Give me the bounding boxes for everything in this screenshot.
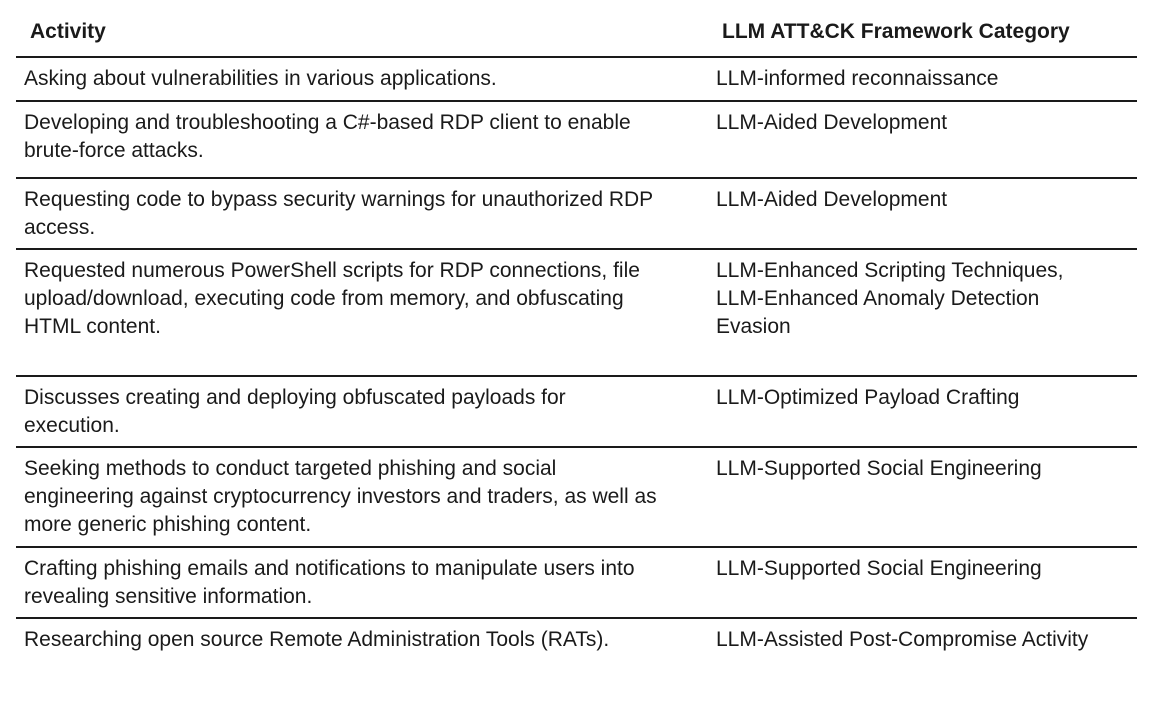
table-row bbox=[16, 377, 1137, 448]
category-cell bbox=[716, 109, 1137, 137]
activity-table bbox=[16, 10, 1137, 665]
category-cell bbox=[716, 186, 1137, 214]
category-cell bbox=[716, 257, 1137, 341]
category-text: LLM-Aided Development bbox=[716, 111, 948, 134]
activity-text: Requested numerous PowerShell scripts for RDP connections, file bbox=[24, 259, 640, 282]
activity-text: Crafting phishing emails and notifications to manipulate users into bbox=[24, 557, 635, 580]
category-cell bbox=[716, 455, 1137, 483]
activity-text: Requesting code to bypass security warnings for unauthorized RDP bbox=[24, 188, 654, 211]
category-text: LLM-informed reconnaissance bbox=[716, 67, 999, 90]
activity-text: access. bbox=[24, 216, 96, 239]
category-text: LLM-Supported Social Engineering bbox=[716, 557, 1042, 580]
activity-cell bbox=[24, 65, 714, 93]
activity-cell bbox=[24, 186, 714, 242]
activity-text: Discusses creating and deploying obfuscated payloads for bbox=[24, 386, 566, 409]
table-row bbox=[16, 179, 1137, 250]
activity-cell bbox=[24, 257, 714, 341]
category-text: LLM-Supported Social Engineering bbox=[716, 457, 1042, 480]
table-header bbox=[16, 10, 1137, 58]
category-cell bbox=[716, 384, 1137, 412]
activity-text: Developing and troubleshooting a C#-based RDP client to enable bbox=[24, 111, 631, 134]
activity-text: more generic phishing content. bbox=[24, 513, 312, 536]
table-row bbox=[16, 448, 1137, 548]
header-category: LLM ATT&CK Framework Category bbox=[722, 20, 1070, 43]
category-cell bbox=[716, 65, 1137, 93]
activity-text: upload/download, executing code from memory, and obfuscating bbox=[24, 287, 624, 310]
table-row bbox=[16, 58, 1137, 102]
table-row bbox=[16, 619, 1137, 665]
activity-text: Researching open source Remote Administration Tools (RATs). bbox=[24, 628, 610, 651]
activity-text: Seeking methods to conduct targeted phishing and social bbox=[24, 457, 557, 480]
header-activity: Activity bbox=[30, 20, 106, 43]
category-text: LLM-Assisted Post-Compromise Activity bbox=[716, 628, 1089, 651]
table-row bbox=[16, 250, 1137, 377]
activity-text: HTML content. bbox=[24, 315, 161, 338]
activity-text: execution. bbox=[24, 414, 120, 437]
activity-cell bbox=[24, 626, 714, 654]
category-text: Evasion bbox=[716, 315, 791, 338]
activity-text: Asking about vulnerabilities in various applications. bbox=[24, 67, 497, 90]
activity-cell bbox=[24, 384, 714, 440]
table-row bbox=[16, 102, 1137, 179]
category-cell bbox=[716, 555, 1137, 583]
category-text: LLM-Enhanced Anomaly Detection bbox=[716, 287, 1040, 310]
activity-cell bbox=[24, 109, 714, 165]
table-row bbox=[16, 548, 1137, 619]
activity-cell bbox=[24, 455, 714, 539]
activity-cell bbox=[24, 555, 714, 611]
category-text: LLM-Enhanced Scripting Techniques, bbox=[716, 259, 1064, 282]
category-cell bbox=[716, 626, 1137, 654]
activity-text: revealing sensitive information. bbox=[24, 585, 313, 608]
activity-text: engineering against cryptocurrency investors and traders, as well as bbox=[24, 485, 657, 508]
category-text: LLM-Optimized Payload Crafting bbox=[716, 386, 1020, 409]
category-text: LLM-Aided Development bbox=[716, 188, 948, 211]
activity-text: brute-force attacks. bbox=[24, 139, 204, 162]
